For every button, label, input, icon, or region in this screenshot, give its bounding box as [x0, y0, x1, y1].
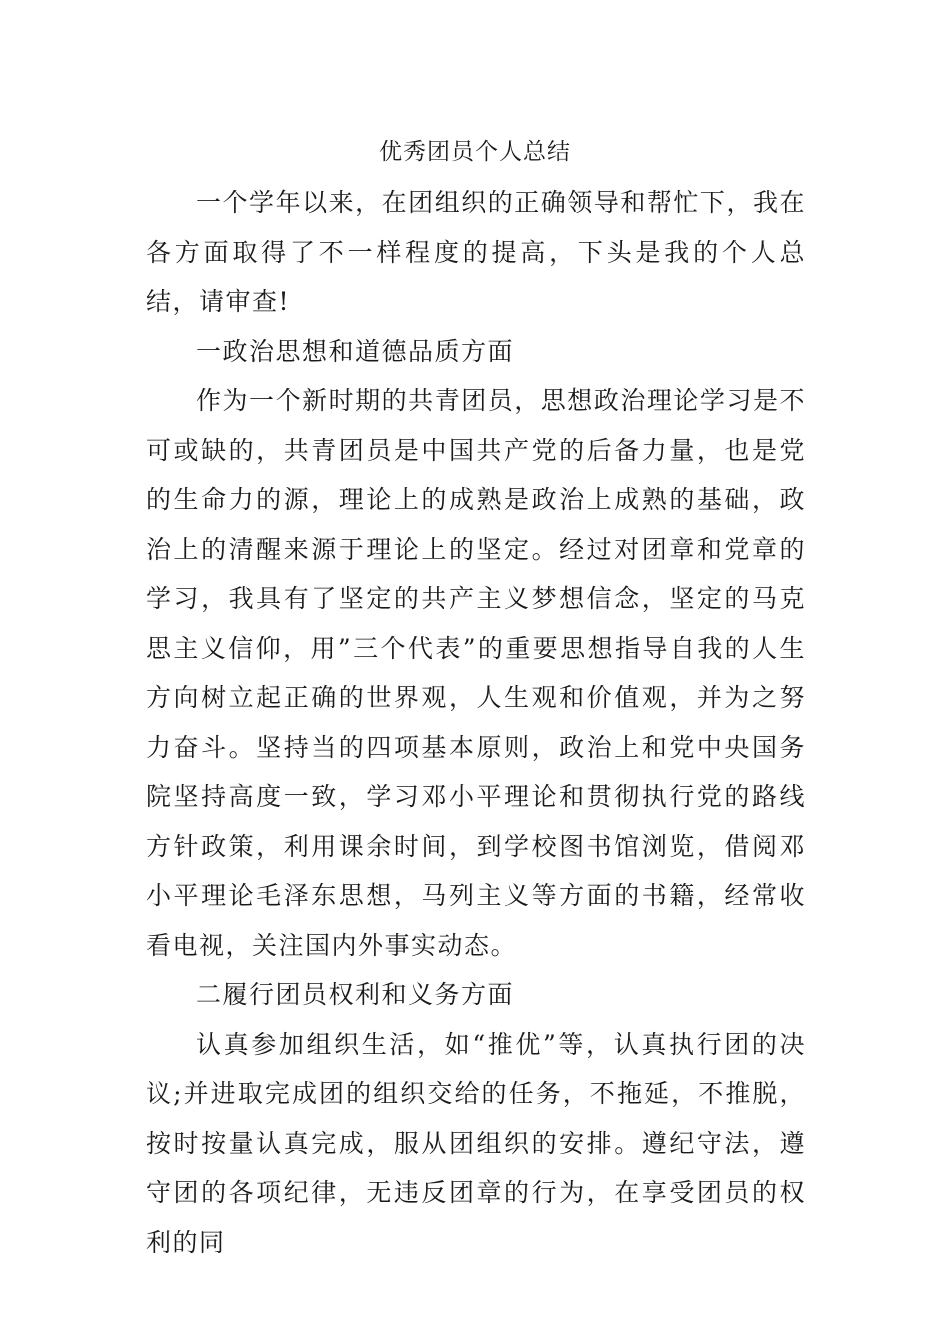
paragraph-political: 作为一个新时期的共青团员，思想政治理论学习是不可或缺的，共青团员是中国共产党的后备力量，也是党的生命力的源，理论上的成熟是政治上成熟的基础，政治上的清醒来源于理论上的坚定。经过对团章和党章的学习，我具有了坚定的共产主义梦想信念，坚定的马克思主义信仰，用”三个代表”的重要思想指导自我的人生方向树立起正确的世界观，人生观和价值观，并为之努力奋斗。坚持当的四项基本原则，政治上和党中央国务院坚持高度一致，学习邓小平理论和贯彻执行党的路线方针政策，利用课余时间，到学校图书馆浏览，借阅邓小平理论毛泽东思想，马列主义等方面的书籍，经常收看电视，关注国内外事实动态。: [146, 386, 806, 960]
document-title: 优秀团员个人总结: [379, 139, 571, 165]
section-heading-political: 一政治思想和道德品质方面: [196, 336, 515, 366]
section-heading-duties: 二履行团员权利和义务方面: [196, 980, 515, 1009]
paragraph-duties: 认真参加组织生活，如“推优”等，认真执行团的决议;并进取完成团的组织交给的任务，不拖延，不推脱，按时按量认真完成，服从团组织的安排。遵纪守法，遵守团的各项纪律，无违反团章的行为，在享受团员的权利的同: [146, 1029, 806, 1257]
paragraph-intro: 一个学年以来，在团组织的正确领导和帮忙下，我在各方面取得了不一样程度的提高，下头是我的个人总结，请审查!: [146, 188, 806, 316]
document-body: [146, 178, 806, 1267]
